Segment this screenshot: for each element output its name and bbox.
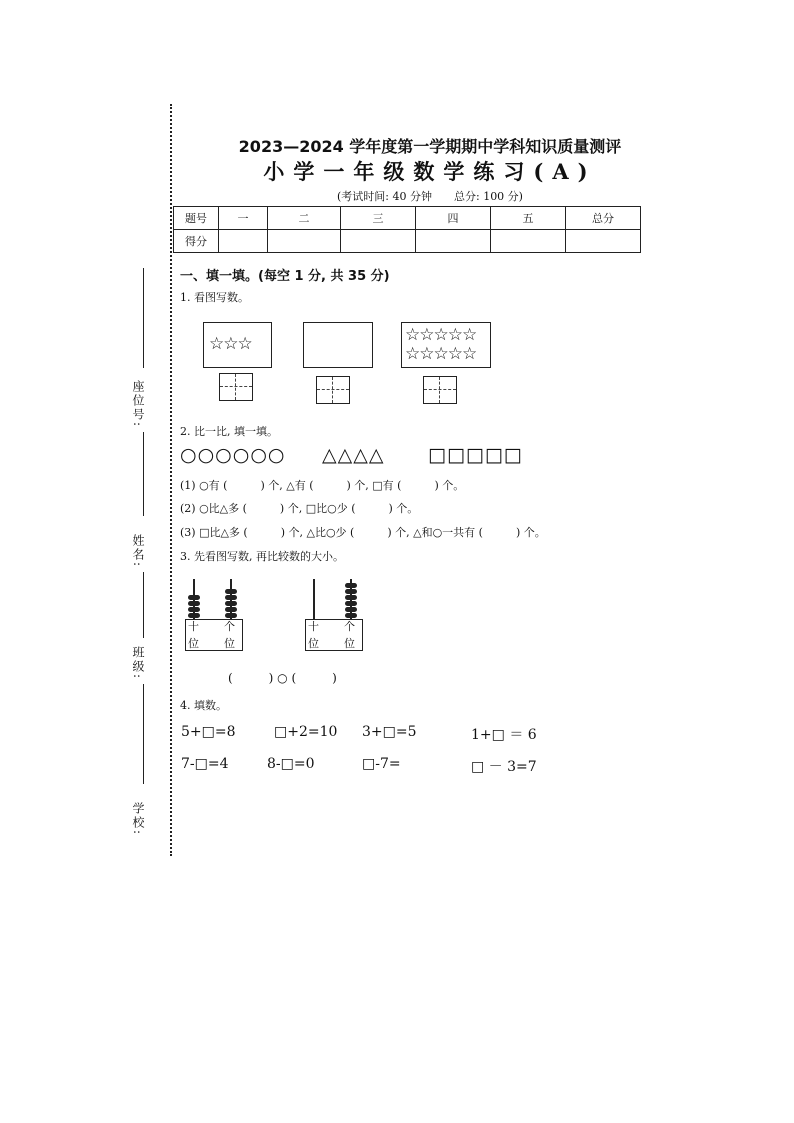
picture-box-1 <box>203 322 272 368</box>
exam-info: (考试时间: 40 分钟 总分: 100 分) <box>337 190 523 203</box>
equation: □+2=10 <box>274 724 338 740</box>
abacus-bead <box>345 607 357 612</box>
abacus-bead <box>225 601 237 606</box>
abacus-bead <box>225 607 237 612</box>
place-label-tens: 十 <box>188 620 199 633</box>
class-label: 班级: <box>131 646 145 681</box>
table-header-cell: 题号 <box>174 207 219 230</box>
name-label: 姓名: <box>131 534 145 569</box>
class-line <box>143 684 144 784</box>
compare-blank: ( ) ○ ( ) <box>228 671 337 685</box>
place-label-ones: 个 <box>224 620 235 633</box>
score-cell[interactable] <box>219 230 268 253</box>
answer-grid-box[interactable] <box>316 376 350 404</box>
binding-dotted-line <box>170 104 172 856</box>
equation: □ － 3=7 <box>471 759 537 775</box>
abacus-bead <box>188 601 200 606</box>
question-2-line-1: (1) ○有 ( ) 个, △有 ( ) 个, □有 ( ) 个。 <box>180 479 465 492</box>
table-header-cell: 五 <box>491 207 566 230</box>
circle-icons: ○○○○○○ <box>180 444 286 466</box>
triangle-icons: △△△△ <box>322 444 385 466</box>
place-label-ones: 个 <box>344 620 355 633</box>
equation: 8-□=0 <box>267 756 315 772</box>
place-label-wei: 位 <box>224 637 235 650</box>
equation: 3+□=5 <box>362 724 417 740</box>
equation: □-7= <box>362 756 401 772</box>
abacus-bead <box>345 601 357 606</box>
star-icons: ☆☆☆☆☆ <box>405 325 477 345</box>
square-icons: □□□□□ <box>428 444 523 466</box>
table-header-cell: 三 <box>341 207 416 230</box>
abacus-bead <box>345 589 357 594</box>
abacus-bead <box>345 583 357 588</box>
abacus-bead <box>345 595 357 600</box>
equation: 7-□=4 <box>181 756 229 772</box>
star-icons: ☆☆☆☆☆ <box>405 344 477 364</box>
abacus-bead <box>188 595 200 600</box>
place-label-wei: 位 <box>188 637 199 650</box>
school-label: 学校: <box>131 802 145 837</box>
place-label-tens: 十 <box>308 620 319 633</box>
question-2-line-2: (2) ○比△多 ( ) 个, □比○少 ( ) 个。 <box>180 502 419 515</box>
score-cell[interactable] <box>268 230 341 253</box>
table-header-cell: 四 <box>416 207 491 230</box>
seat-number-line-2 <box>143 432 144 516</box>
score-table <box>173 206 641 253</box>
exam-title: 2023—2024 学年度第一学期期中学科知识质量测评 <box>238 137 622 156</box>
equation: 1+□ ＝ 6 <box>471 727 537 743</box>
star-icons: ☆☆☆ <box>209 334 252 354</box>
abacus-bead <box>188 607 200 612</box>
picture-box-3 <box>401 322 491 368</box>
question-4-label: 4. 填数。 <box>180 699 227 712</box>
table-header-cell: 一 <box>219 207 268 230</box>
table-header-cell: 二 <box>268 207 341 230</box>
abacus-rod-tens <box>313 579 315 619</box>
score-table-header-row <box>174 207 641 230</box>
question-2-line-3: (3) □比△多 ( ) 个, △比○少 ( ) 个, △和○一共有 ( ) 个。 <box>180 526 546 539</box>
place-label-wei: 位 <box>308 637 319 650</box>
answer-grid-box[interactable] <box>423 376 457 404</box>
score-cell[interactable] <box>566 230 641 253</box>
table-header-cell: 总分 <box>566 207 641 230</box>
equation: 5+□=8 <box>181 724 236 740</box>
table-row-label: 得分 <box>174 230 219 253</box>
score-cell[interactable] <box>416 230 491 253</box>
section-1-heading: 一、填一填。(每空 1 分, 共 35 分) <box>180 269 390 284</box>
score-table-score-row <box>174 230 641 253</box>
answer-grid-box[interactable] <box>219 373 253 401</box>
name-line <box>143 572 144 638</box>
question-1-label: 1. 看图写数。 <box>180 291 249 304</box>
abacus-bead <box>225 595 237 600</box>
exam-subject-title: 小学一年级数学练习(A) <box>263 159 597 184</box>
question-2-label: 2. 比一比, 填一填。 <box>180 425 278 438</box>
picture-box-2-empty <box>303 322 373 368</box>
seat-number-line <box>143 268 144 368</box>
score-cell[interactable] <box>491 230 566 253</box>
place-label-wei: 位 <box>344 637 355 650</box>
seat-number-label: 座位号: <box>131 380 145 429</box>
score-cell[interactable] <box>341 230 416 253</box>
abacus-bead <box>225 589 237 594</box>
question-3-label: 3. 先看图写数, 再比较数的大小。 <box>180 550 344 563</box>
